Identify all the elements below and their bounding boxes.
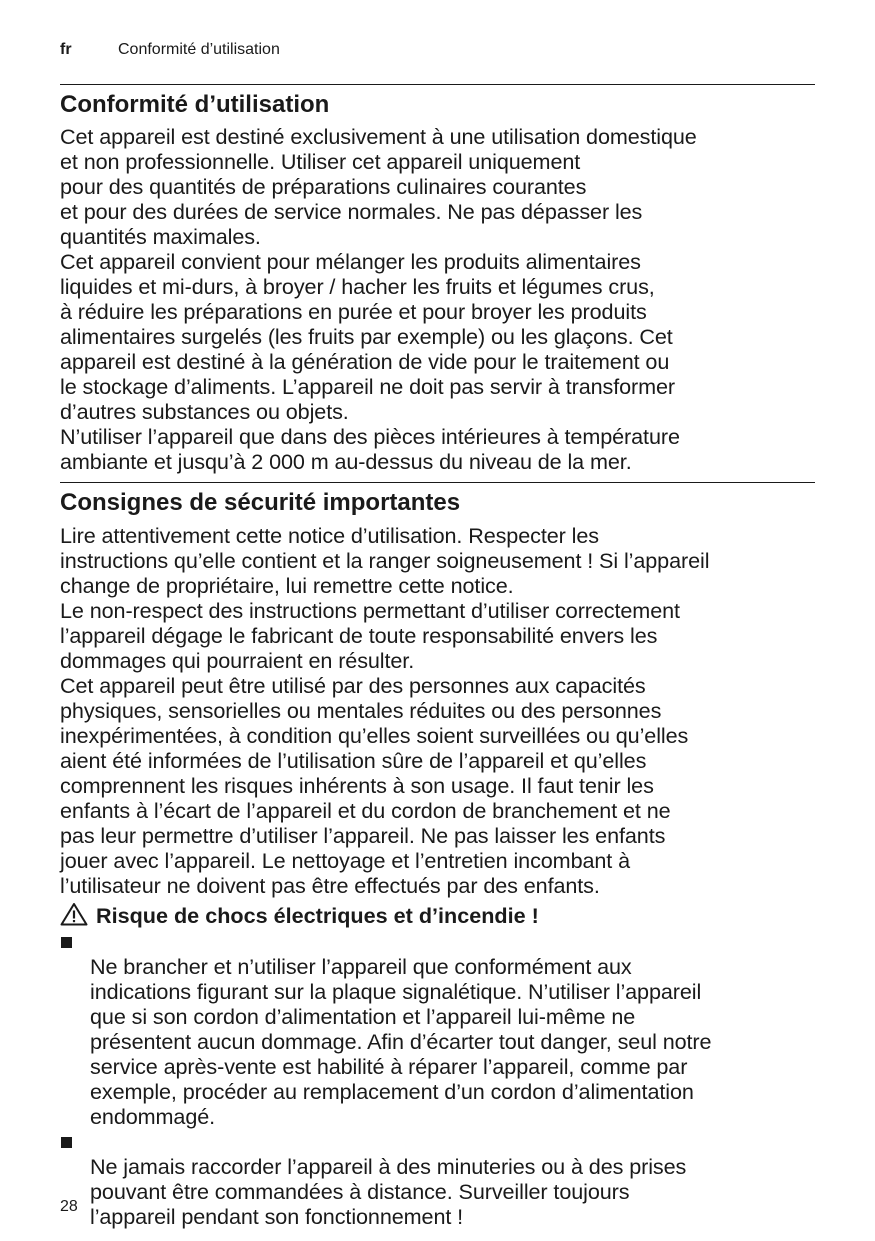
section-body-securite: [60, 523, 820, 898]
list-item: [60, 929, 820, 1129]
warning-heading: [60, 902, 539, 928]
page-number: 28: [60, 1198, 78, 1215]
paragraph: Lire attentivement cette notice d’utilisation. Respecter les instructions qu’elle contient et la ranger soigneusement ! Si l’appareil change de propriétaire, lui remettre cette notice.: [60, 523, 710, 598]
language-code: fr: [60, 41, 72, 58]
running-header-title: Conformité d’utilisation: [118, 41, 280, 58]
warning-title: Risque de chocs électriques et d’incendie !: [96, 903, 539, 928]
bullet-square-icon: [61, 937, 72, 948]
list-item: [60, 1129, 820, 1229]
warning-list: [60, 929, 820, 1229]
list-item-text: Ne brancher et n’utiliser l’appareil que conformément aux indications figurant sur la plaque signalétique. N’utiliser l’appareil que si son cordon d’alimentation et l’appareil lui-même ne présentent aucun dommage. Afin d’écarter tout danger, seul notre service après-vente est habilité à réparer l’appareil, comme par exemple, procéder au remplacement d’un cordon d’alimentation endommagé.: [90, 954, 712, 1129]
section-divider: [60, 482, 815, 483]
section-title-conformite: Conformité d’utilisation: [60, 91, 330, 118]
paragraph: Cet appareil convient pour mélanger les produits alimentaires liquides et mi-durs, à broyer / hacher les fruits et légumes crus, à réduire les préparations en purée et pour broyer les produits alimentaires surgelés (les fruits par exemple) ou les glaçons. Cet appareil est destiné à la génération de vide pour le traitement ou le stockage d’aliments. L’appareil ne doit pas servir à transformer d’autres substances ou objets.: [60, 249, 676, 424]
warning-triangle-icon: [60, 902, 88, 926]
running-header: [60, 40, 280, 60]
list-item-text: Ne jamais raccorder l’appareil à des minuteries ou à des prises pouvant être commandées à distance. Surveiller toujours l’appareil pendant son fonctionnement !: [90, 1154, 687, 1229]
paragraph: N’utiliser l’appareil que dans des pièces intérieures à température ambiante et jusqu’à 2 000 m au-dessus du niveau de la mer.: [60, 424, 680, 474]
paragraph: Cet appareil peut être utilisé par des personnes aux capacités physiques, sensorielles ou mentales réduites ou des personnes inexpérimentées, à condition qu’elles soient surveillées ou qu’elles aient été informées de l’utilisation sûre de l’appareil et qu’elles comprennent les risques inhérents à son usage. Il faut tenir les enfants à l’écart de l’appareil et du cordon de branchement et ne pas leur permettre d’utiliser l’appareil. Ne pas laisser les enfants jouer avec l’appareil. Le nettoyage et l’entretien incombant à l’utilisateur ne doivent pas être effectués par des enfants.: [60, 673, 689, 898]
paragraph: Cet appareil est destiné exclusivement à une utilisation domestique et non professionnelle. Utiliser cet appareil uniquement pour des quantités de préparations culinaires courantes et pour des durées de service normales. Ne pas dépasser les quantités maximales.: [60, 124, 697, 249]
section-title-securite: Consignes de sécurité importantes: [60, 489, 461, 516]
bullet-square-icon: [61, 1137, 72, 1148]
paragraph: Le non-respect des instructions permettant d’utiliser correctement l’appareil dégage le fabricant de toute responsabilité envers les dommages qui pourraient en résulter.: [60, 598, 680, 673]
header-divider: [60, 84, 815, 85]
section-body-conformite: [60, 124, 820, 474]
